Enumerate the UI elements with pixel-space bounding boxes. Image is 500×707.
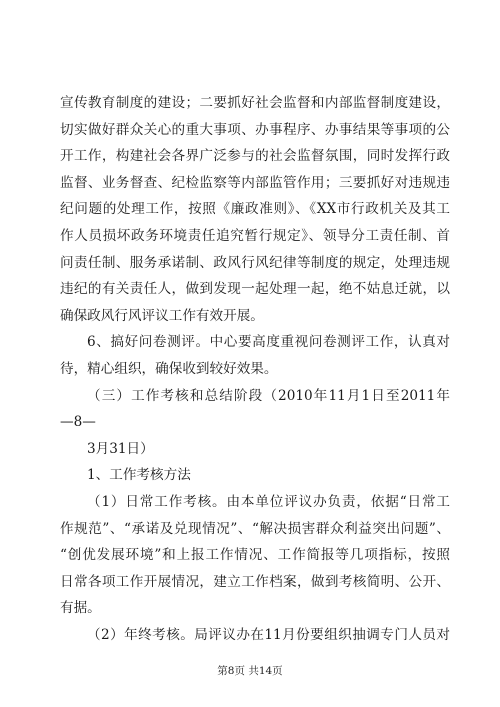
text-line: 宣传教育制度的建设；二要抓好社会监督和内部监督制度建设，: [60, 95, 450, 111]
text-line: 纪问题的处理工作，按照《廉政准则》、《XX市行政机关及其工: [60, 201, 450, 218]
section-heading: 1、工作考核方法: [87, 467, 191, 484]
text-line: 监督、业务督查、纪检监察等内部监管作用；三要抓好对违规违: [60, 174, 450, 191]
text-line: （三）工作考核和总结阶段（2010年11月1日至2011年: [87, 387, 450, 404]
text-line: 有据。: [60, 600, 101, 617]
text-line: 待，精心组织，确保收到较好效果。: [60, 360, 278, 377]
text-line: （2）年终考核。局评议办在11月份要组织抽调专门人员对: [87, 626, 450, 643]
text-line: “创优发展环境”和上报工作情况、工作简报等几项指标，按照: [60, 547, 450, 564]
text-line: 日常各项工作开展情况，建立工作档案，做到考核简明、公开、: [60, 573, 450, 590]
page-number-footer: 第8页 共14页: [217, 665, 283, 677]
text-line: 违纪的有关责任人，做到发现一起处理一起，绝不姑息迁就，以: [60, 281, 450, 298]
text-line: 3月31日）: [87, 440, 154, 457]
text-line: （1）日常工作考核。由本单位评议办负责，依据“日常工: [87, 493, 450, 510]
text-line: 6、搞好问卷测评。中心要高度重视问卷测评工作，认真对: [87, 334, 450, 351]
text-line: 确保政风行风评议工作有效开展。: [60, 307, 264, 324]
text-line: 作规范”、“承诺及兑现情况”、“解决损害群众利益突出问题”、: [60, 520, 450, 537]
text-line: 开工作，构建社会各界广泛参与的社会监督氛围，同时发挥行政: [60, 148, 450, 165]
text-line: 问责任制、服务承诺制、政风行风纪律等制度的规定，处理违规: [60, 254, 450, 271]
text-line: 切实做好群众关心的重大事项、办事程序、办事结果等事项的公: [60, 121, 450, 138]
document-body: [60, 90, 450, 648]
text-line: 作人员损坏政务环境责任追究暂行规定》、领导分工责任制、首: [60, 227, 450, 244]
text-line: —8—: [60, 414, 96, 431]
